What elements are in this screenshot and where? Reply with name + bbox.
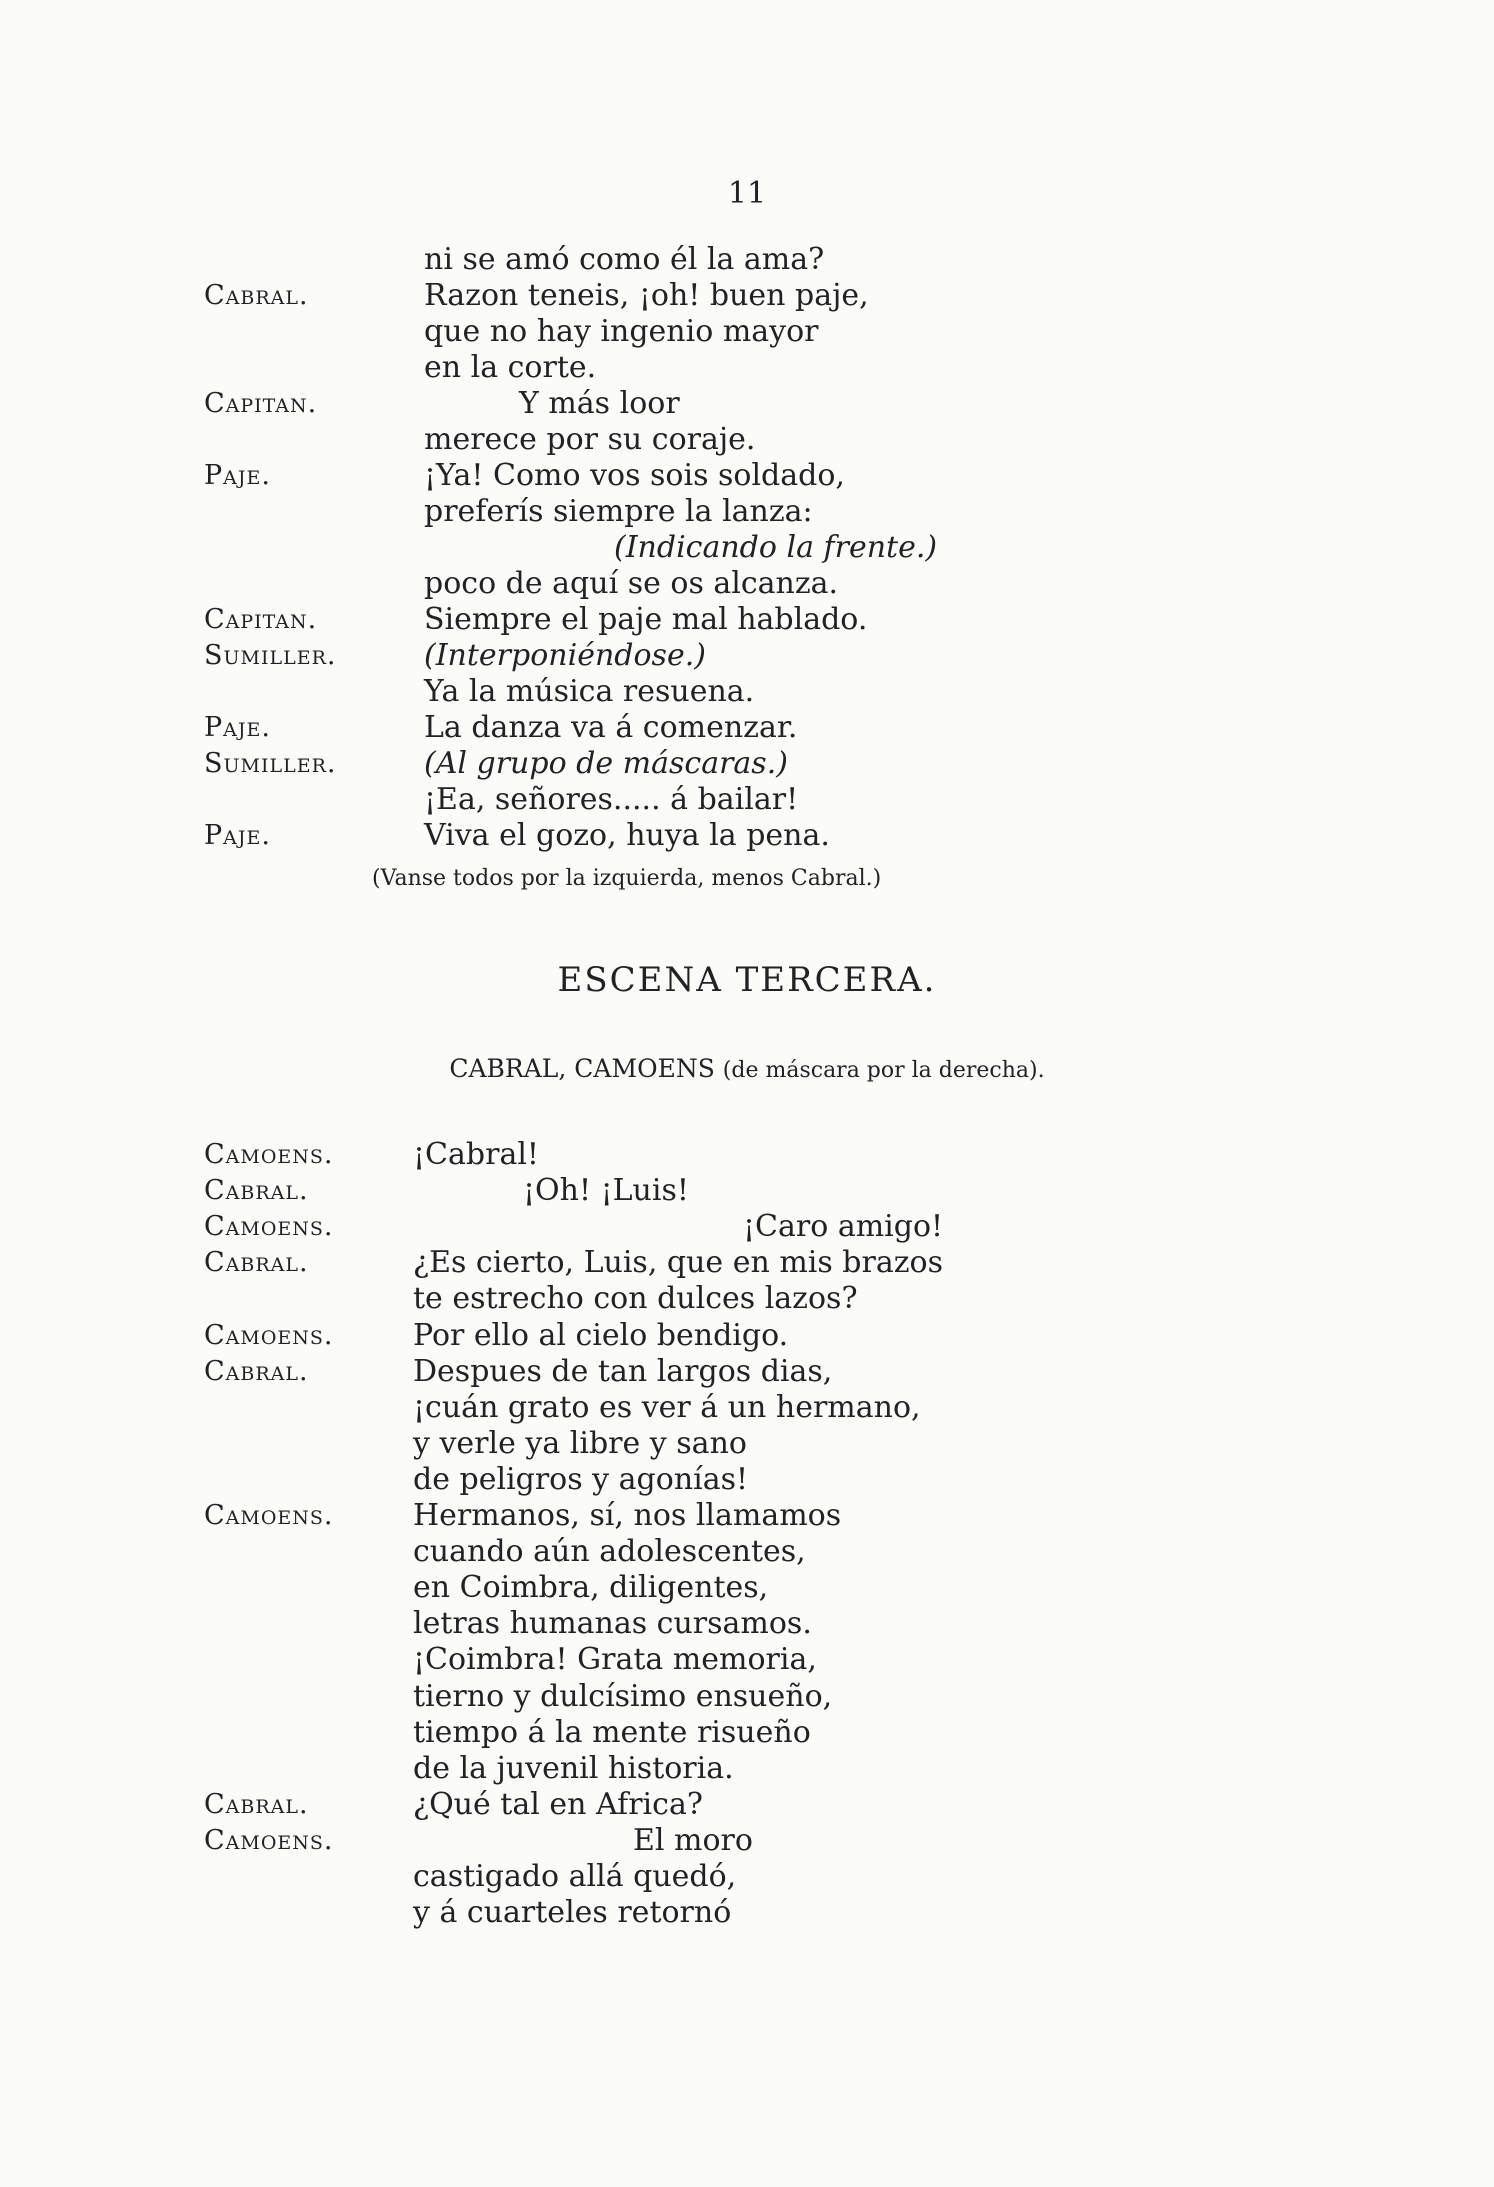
bottom-verse-line: y verle ya libre y sano: [413, 1425, 747, 1461]
cast-direction: (de máscara por la derecha).: [722, 1058, 1045, 1083]
bottom-speaker: Cabral.: [204, 1175, 309, 1207]
top-verse-line: (Indicando la frente.): [614, 530, 938, 565]
top-verse-line: Y más loor: [519, 386, 680, 421]
bottom-verse-line: ¡Caro amigo!: [743, 1209, 944, 1245]
top-verse-line: Razon teneis, ¡oh! buen paje,: [424, 278, 869, 313]
bottom-speaker: Camoens.: [204, 1211, 334, 1243]
bottom-verse-line: ¡Oh! ¡Luis!: [523, 1173, 689, 1209]
bottom-verse-line: letras humanas cursamos.: [413, 1606, 812, 1642]
top-speaker: Paje.: [204, 820, 271, 851]
bottom-verse-line: de la juvenil historia.: [413, 1750, 734, 1786]
top-verse-line: preferís siempre la lanza:: [424, 494, 813, 529]
cast-names: CABRAL, CAMOENS: [449, 1054, 715, 1083]
top-verse-line: poco de aquí se os alcanza.: [424, 566, 839, 601]
bottom-verse-line: castigado allá quedó,: [413, 1859, 737, 1894]
top-speaker: Paje.: [204, 460, 271, 491]
top-speaker: Sumiller.: [204, 640, 337, 671]
top-speaker: Cabral.: [204, 280, 309, 311]
bottom-verse-line: ¿Qué tal en Africa?: [413, 1786, 703, 1822]
top-verse-line: que no hay ingenio mayor: [424, 314, 819, 349]
bottom-verse-line: El moro: [633, 1822, 753, 1858]
bottom-verse-line: te estrecho con dulces lazos?: [413, 1281, 858, 1317]
top-speaker: Paje.: [204, 712, 271, 743]
bottom-verse-line: tierno y dulcísimo ensueño,: [413, 1678, 833, 1714]
top-verse-line: ¡Ya! Como vos sois soldado,: [424, 458, 845, 493]
top-verse-line: (Interponiéndose.): [424, 638, 706, 673]
top-verse-line: ni se amó como él la ama?: [424, 242, 825, 277]
top-verse-line: en la corte.: [424, 350, 597, 385]
top-verse-line: La danza va á comenzar.: [424, 710, 798, 745]
bottom-verse-line: cuando aún adolescentes,: [413, 1534, 806, 1570]
top-verse-line: ¡Ea, señores..... á bailar!: [424, 782, 799, 817]
top-verse-line: merece por su coraje.: [424, 422, 756, 457]
stage-direction-exit: (Vanse todos por la izquierda, menos Cabral.): [372, 866, 882, 891]
bottom-verse-line: ¿Es cierto, Luis, que en mis brazos: [413, 1245, 943, 1281]
bottom-verse-line: Por ello al cielo bendigo.: [413, 1317, 789, 1353]
bottom-verse-line: Despues de tan largos dias,: [413, 1353, 833, 1389]
top-speaker: Sumiller.: [204, 748, 337, 779]
page-number: 11: [727, 176, 767, 211]
bottom-verse-line: ¡Cabral!: [413, 1137, 539, 1172]
bottom-verse-line: ¡Coimbra! Grata memoria,: [413, 1642, 817, 1678]
bottom-verse-line: de peligros y agonías!: [413, 1461, 749, 1497]
top-verse-line: Siempre el paje mal hablado.: [424, 602, 868, 637]
bottom-speaker: Camoens.: [204, 1139, 334, 1170]
top-speaker: Capitan.: [204, 388, 318, 419]
bottom-verse-line: tiempo á la mente risueño: [413, 1714, 811, 1750]
top-speaker: Capitan.: [204, 604, 318, 635]
bottom-speaker: Camoens.: [204, 1319, 334, 1351]
bottom-verse-line: Hermanos, sí, nos llamamos: [413, 1498, 842, 1533]
top-verse-line: Ya la música resuena.: [424, 674, 755, 709]
top-verse-line: Viva el gozo, huya la pena.: [424, 818, 830, 853]
bottom-verse-line: y á cuarteles retornó: [413, 1895, 732, 1931]
scene-cast: [0, 1054, 1494, 1083]
bottom-speaker: Cabral.: [204, 1788, 309, 1820]
scene-title: ESCENA TERCERA.: [557, 960, 937, 1000]
bottom-speaker: Cabral.: [204, 1355, 309, 1387]
bottom-speaker: Cabral.: [204, 1247, 309, 1279]
bottom-verse-line: ¡cuán grato es ver á un hermano,: [413, 1389, 921, 1425]
bottom-speaker: Camoens.: [204, 1500, 334, 1531]
bottom-speaker: Camoens.: [204, 1824, 334, 1856]
bottom-verse-line: en Coimbra, diligentes,: [413, 1570, 769, 1606]
top-verse-line: (Al grupo de máscaras.): [424, 746, 788, 781]
